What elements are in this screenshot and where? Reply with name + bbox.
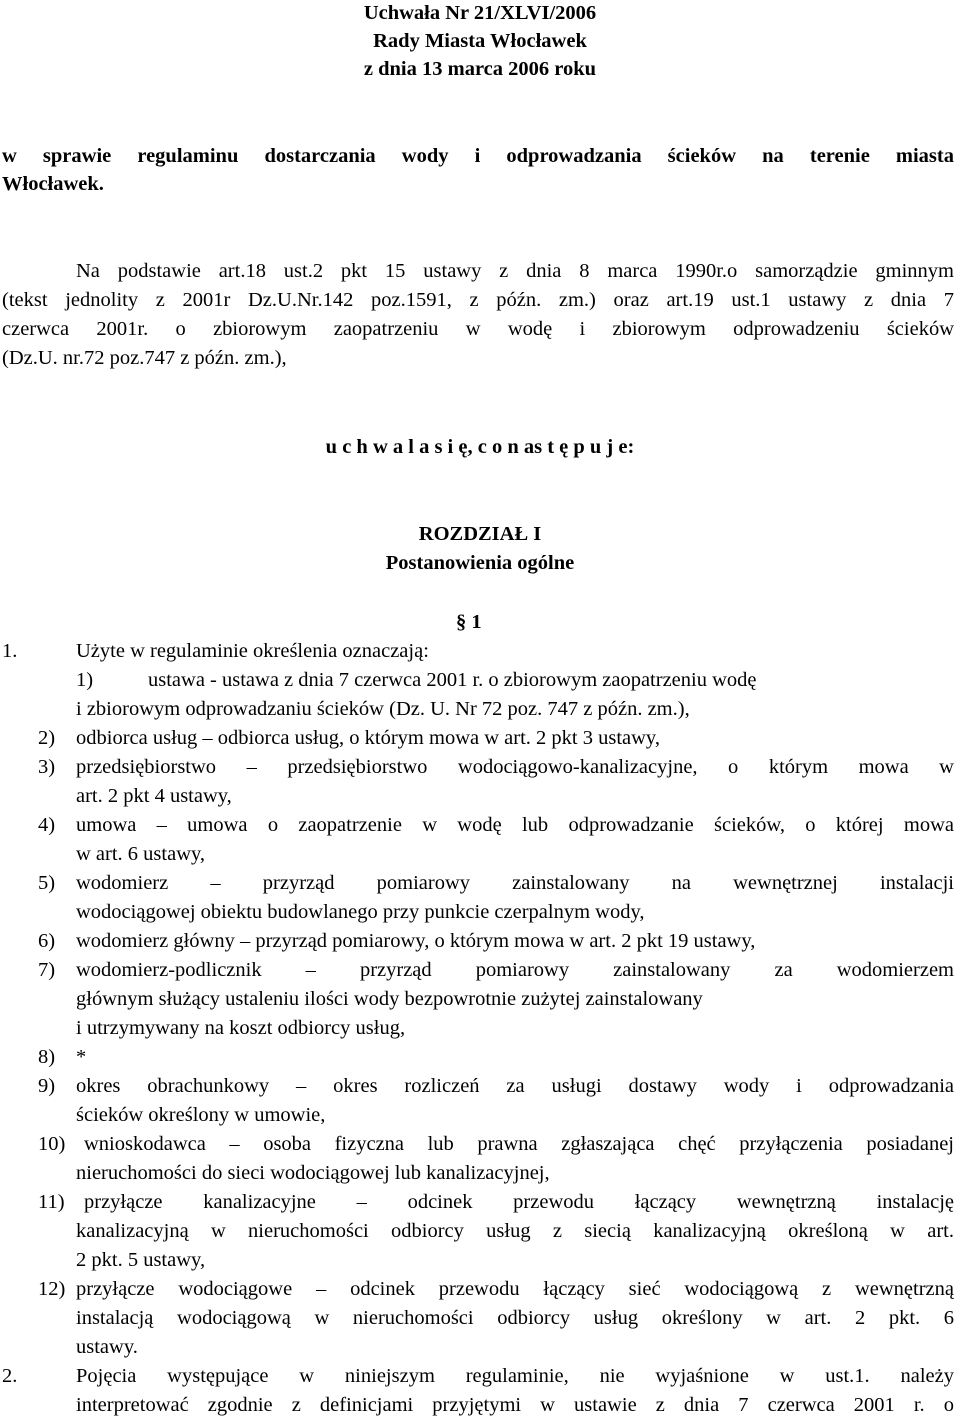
item-12-number: 12) xyxy=(38,1278,66,1300)
item-10-line-2: nieruchomości do sieci wodociągowej lub kanalizacyjnej, xyxy=(76,1162,550,1184)
item-9-number: 9) xyxy=(38,1075,56,1097)
item-5-number: 5) xyxy=(38,872,56,894)
item-7-line-1: wodomierz-podlicznik – przyrząd pomiarowy zainstalowany za wodomierzem xyxy=(76,959,954,981)
resolution-title: Uchwała Nr 21/XLVI/2006 xyxy=(363,2,597,24)
item-11-number: 11) xyxy=(38,1191,65,1213)
section-mark xyxy=(456,609,482,635)
chapter-number: ROZDZIAŁ I xyxy=(418,523,542,545)
item-3-line-2: art. 2 pkt 4 ustawy, xyxy=(76,785,232,807)
paragraph-2-number: 2. xyxy=(2,1365,18,1387)
subject-line-2: Włocławek. xyxy=(2,173,104,195)
preamble-line-3: czerwca 2001r. o zbiorowym zaopatrzeniu w wodę i zbiorowym odprowadzeniu ścieków xyxy=(2,318,954,340)
item-9-line-2: ścieków określony w umowie, xyxy=(76,1104,326,1126)
section-number: 1 xyxy=(471,611,482,633)
item-5-line-2: wodociągowej obiektu budowlanego przy punkcie czerpalnym wody, xyxy=(76,901,645,923)
preamble-line-1: Na podstawie art.18 ust.2 pkt 15 ustawy z dnia 8 marca 1990r.o samorządzie gminnym xyxy=(76,260,954,282)
item-6-number: 6) xyxy=(38,930,56,952)
item-4-line-2: w art. 6 ustawy, xyxy=(76,843,206,865)
section-symbol: § xyxy=(456,611,467,633)
item-9-line-1: okres obrachunkowy – okres rozliczeń za usługi dostawy wody i odprowadzania xyxy=(76,1075,954,1097)
item-4-line-1: umowa – umowa o zaopatrzenie w wodę lub odprowadzanie ścieków, o której mowa xyxy=(76,814,954,836)
subject-line-1: w sprawie regulaminu dostarczania wody i odprowadzania ścieków na terenie miasta xyxy=(2,145,954,167)
item-4-number: 4) xyxy=(38,814,56,836)
item-7-number: 7) xyxy=(38,959,56,981)
item-1-line-1: ustawa - ustawa z dnia 7 czerwca 2001 r. o zbiorowym zaopatrzeniu wodę xyxy=(148,669,757,691)
item-10-line-1: wnioskodawca – osoba fizyczna lub prawna zgłaszająca chęć przyłączenia posiadanej xyxy=(84,1133,954,1155)
item-1-number: 1) xyxy=(76,669,94,691)
item-2-line-1: odbiorca usług – odbiorca usług, o którym mowa w art. 2 pkt 3 ustawy, xyxy=(76,727,660,749)
item-8-number: 8) xyxy=(38,1046,56,1068)
item-12-line-2: instalacją wodociągową w nieruchomości odbiorcy usług określony w art. 2 pkt. 6 xyxy=(76,1307,954,1329)
item-6-line-1: wodomierz główny – przyrząd pomiarowy, o którym mowa w art. 2 pkt 19 ustawy, xyxy=(76,930,756,952)
resolves-statement: u c h w a l a s i ę, c o n as t ę p u j e: xyxy=(325,436,635,458)
council-name: Rady Miasta Włocławek xyxy=(373,30,587,52)
paragraph-2-line-2: interpretować zgodnie z definicjami przyjętymi w ustawie z dnia 7 czerwca 2001 r. o xyxy=(76,1394,954,1416)
preamble-line-2: (tekst jednolity z 2001r Dz.U.Nr.142 poz.1591, z późn. zm.) oraz art.19 ust.1 ustawy z dnia 7 xyxy=(2,289,954,311)
item-12-line-3: ustawy. xyxy=(76,1336,138,1358)
resolution-date: z dnia 13 marca 2006 roku xyxy=(363,58,597,80)
item-11-line-2: kanalizacyjną w nieruchomości odbiorcy usług z siecią kanalizacyjną określoną w art. xyxy=(76,1220,954,1242)
item-1-line-2: i zbiorowym odprowadzaniu ścieków (Dz. U. Nr 72 poz. 747 z późn. zm.), xyxy=(76,698,690,720)
item-12-line-1: przyłącze wodociągowe – odcinek przewodu łączący sieć wodociągową z wewnętrzną xyxy=(76,1278,954,1300)
item-7-line-2: głównym służący ustaleniu ilości wody bezpowrotnie zużytej zainstalowany xyxy=(76,988,703,1010)
paragraph-1-number: 1. xyxy=(2,640,18,662)
item-5-line-1: wodomierz – przyrząd pomiarowy zainstalowany na wewnętrznej instalacji xyxy=(76,872,954,894)
chapter-title: Postanowienia ogólne xyxy=(385,552,575,574)
item-3-line-1: przedsiębiorstwo – przedsiębiorstwo wodociągowo-kanalizacyjne, o którym mowa w xyxy=(76,756,954,778)
item-3-number: 3) xyxy=(38,756,56,778)
item-7-line-3: i utrzymywany na koszt odbiorcy usług, xyxy=(76,1017,406,1039)
item-10-number: 10) xyxy=(38,1133,66,1155)
paragraph-2-line-1: Pojęcia występujące w niniejszym regulaminie, nie wyjaśnione w ust.1. należy xyxy=(76,1365,954,1387)
item-11-line-1: przyłącze kanalizacyjne – odcinek przewodu łączący wewnętrzną instalację xyxy=(84,1191,954,1213)
preamble-line-4: (Dz.U. nr.72 poz.747 z późn. zm.), xyxy=(2,347,287,369)
item-8-line-1: * xyxy=(76,1046,87,1068)
item-2-number: 2) xyxy=(38,727,56,749)
paragraph-1-text: Użyte w regulaminie określenia oznaczają: xyxy=(76,640,429,662)
item-11-line-3: 2 pkt. 5 ustawy, xyxy=(76,1249,206,1271)
